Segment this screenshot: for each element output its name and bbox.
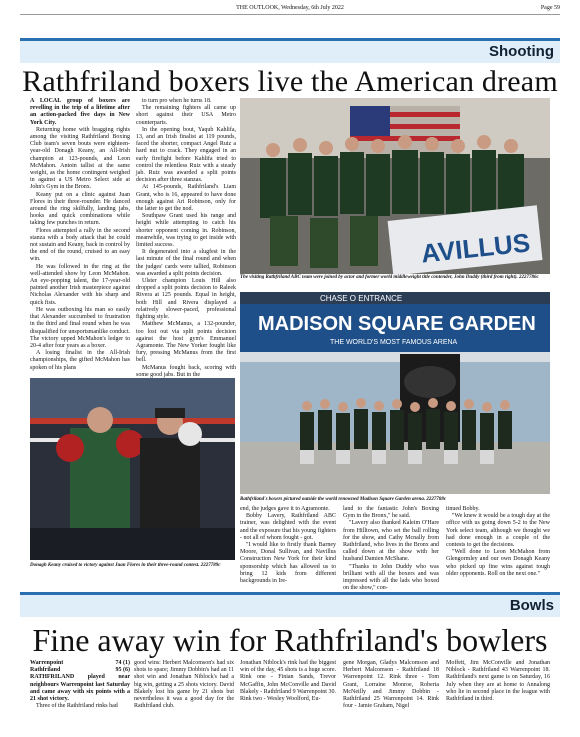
page-number: Page 59 (540, 5, 560, 11)
article-paragraph: Moffett, Jim McConville and Jonathan Niblock - Rathfriland 43 Warrenpoint 18. Rathfriland's next game is on Saturday, 16 July when they are at home to Annalong who lie in second place in the league with Rathfriland in third. (446, 660, 550, 703)
msg-banner-sub: THE WORLD'S MOST FAMOUS ARENA (330, 339, 458, 346)
photo-msg (240, 292, 550, 494)
article-headline: Fine away win for Rathfriland's bowlers (32, 622, 548, 658)
photo-boxers (30, 378, 235, 560)
team-score: 74 (1) (115, 660, 130, 666)
article-paragraph: to turn pro when he turns 18. (142, 98, 212, 104)
section-label: Shooting (489, 43, 554, 60)
bowls-column-5 (446, 660, 550, 732)
photo-caption: Rathfriland's boxers pictured outside the world renowned Madison Square Garden arena. 2227788c (240, 497, 447, 502)
article-paragraph: gene Morgan, Gladys Malcomson and Herbert Malcomson - Rathfriland 18 Warrenpoint 12. Rink three - Tom Grant, Lorraine Monroe, Roberta McNeilly and Jimmy Dobbin - Rathfriland 25 Warrenpoint 14. Rink four - Jamie Graham, Nigel (343, 660, 439, 710)
article-paragraph: Three of the Rathfriland rinks had (36, 703, 118, 710)
article-paragraph: end, the judges gave it to Agramonte. (240, 506, 330, 512)
article-paragraph: In the opening bout, Yaqub Kahlifa, 13, and an Irish finalist at 119 pounds, faced the shorter, compact Angel Ruiz a hard nut to crack. They engaged in an early firefight before Kahlifa tried to control the relentless Ruiz with a steady jab. Ruiz was awarded a split points decision after three stanzas. (136, 126, 236, 184)
article-paragraph: Bobby Lavery, Rathfriland ABC trainer, was delighted with the event and the exposure that his young fighters - not all of whom fought - got. (240, 513, 336, 541)
section-label: Bowls (509, 597, 554, 614)
section-band-bowls (20, 592, 560, 617)
msg-photo-image (240, 292, 550, 494)
article-paragraph: Southpaw Grant used his range and height while attempting to catch his shorter opponent coming in. Robinson, meanwhile, was trying to get inside with limited success. (136, 213, 236, 249)
article-paragraph: "We knew it would be a tough day at the office with us going down 5-2 to the New York select team, although we thought we had done enough in a couple of the contests to get the decisions. (446, 513, 550, 549)
bowls-column-2 (134, 660, 234, 732)
entrance-sign: CHASE O ENTRANCE (320, 294, 403, 303)
team-score: 95 (6) (115, 667, 130, 674)
article-paragraph: "Well done to Leon McMahon from Glengormley and our own Donagh Keany who picked up fine wins against tough older opponents. Roll on the next one." (446, 549, 550, 577)
team-name: Warrenpoint (30, 660, 64, 666)
article-paragraph: Jonathan Niblock's rink had the biggest win of the day, 45 shots is a huge score. Rink one - Finian Sands, Trevor McGaffin, John McConville and David Blakely - Rathfriland 9 Warrenpoint 30. Rink two - Wesley Woolford, Eu- (240, 660, 336, 703)
article-lead: A LOCAL group of boxers are revelling in the trip of a lifetime after an action-packed five days in New York City. (30, 98, 130, 126)
article-paragraph: At 145-pounds, Rathfriland's Liam Grant, who is 16, appeared to have done enough against Ari Robinson, only for the latter to get the nod. (136, 184, 236, 213)
section-band-shooting (20, 38, 560, 63)
article-paragraph: It degenerated into a slugfest in the last minute of the final round and when the judges' cards were tallied, Robinson was awarded a split points decision. (136, 249, 236, 277)
msg-banner-text: MADISON SQUARE GARDEN (258, 313, 536, 335)
article-headline: Rathfriland boxers live the American dream (22, 65, 558, 98)
flag-lettering: AVILLUS (419, 227, 532, 269)
article-paragraph: good wins: Herbert Malcomson's had six shots to spare; Jimmy Dobbin's had an 11 shot win and Jonathan Niblock's had a big win, getting a 25 shots victory. David Blakely lost his game by 21 shots but nevertheless it was a good day for the Rathfriland club. (134, 660, 234, 710)
article-paragraph: Ulster champion Louis Hill also dropped a split points decision to Raleek Rivera at 125 pounds. Equal in height, both Hill and Rivera displayed a relatively slower-paced, professional fighting style. (136, 278, 236, 321)
article-paragraph: land to the fantastic John's Boxing Gym in the Bronx," he said. (343, 506, 439, 520)
article-paragraph: He was followed in the ring at the well-attended show by Leon McMahon. An eye-popping talent, the 17-year-old painted another Irish masterpiece against Nicholas Alexander with his sharp and quick fists. (30, 263, 130, 306)
article-paragraph: Keany put on a clinic against Juan Flores in their three-rounder. He danced around the ring skilfully, landing jabs, hooks and quick combinations while taking few punches in return. (30, 191, 130, 227)
boxers-photo-image (30, 378, 235, 560)
bowls-column-4 (343, 660, 439, 732)
article-paragraph: Matthew McManus, a 132-pounder, too lost out via split points decision against the host gym's Emmanuel Agramonte. The New Yorker fought like fury, pressing McManus from the first bell. (136, 321, 236, 364)
photo-caption: The visiting Rathfriland ABC team were joined by actor and former world middleweight title contender, John Duddy (third from right). 2227786c (240, 275, 539, 280)
article-paragraph: A losing finalist in the All-Irish championships, the gifted McMahon has spoken of his plans (30, 350, 130, 371)
article-paragraph: "I would like to firstly thank Barney Moore, Donal Sullivan, and Navillus Construction New York for their kind sponsorship which has allowed us to bring 12 kids from different backgrounds in Ire- (240, 542, 336, 585)
article-column-3 (240, 506, 336, 586)
bowls-column-1 (30, 660, 130, 732)
article-paragraph: tinued Bobby. (446, 506, 480, 512)
article-paragraph: "Thanks to John Duddy who was brilliant with all the boxers and was impressed with all the lads who boxed on the show," con- (343, 563, 439, 592)
bowls-column-3 (240, 660, 336, 732)
article-paragraph: "Lavery also thanked Kaleim O'Hare from Hilltown, who set the ball rolling for the show, and Cathy Mcnally from Rathfriland, who lives in the Bronx and called down at the show with her husband Damien McShane. (343, 520, 439, 563)
team-name: Rathfriland (30, 667, 61, 674)
article-column-2 (136, 98, 236, 376)
team-photo-image (240, 98, 550, 274)
article-column-4 (343, 506, 439, 592)
article-column-1 (30, 98, 130, 376)
article-lead: RATHFRILAND played near neighbours Warrenpoint last Saturday and came away with six points with a 21 shot victory. (30, 674, 130, 703)
issue-date: THE OUTLOOK, Wednesday, 6th July 2022 (236, 5, 344, 11)
article-paragraph: The remaining fighters all came up short against their USA Metro counterparts. (136, 105, 236, 126)
article-paragraph: Returning home with bragging rights among the visiting Rathfriland Boxing Club team's seven bouts were eighteen-year-old Donagh Keany, an All-Irish champion at 123-pounds, and Leon McMahon. Antoin tallist at the same weight, as the home contingent weighed in against a US Metro Select side at John's Gym in the Bronx. (30, 126, 130, 191)
article-column-5 (446, 506, 550, 586)
photo-caption: Donagh Keany cruised to victory against Juan Flores in their three-round contest. 2227789c (30, 563, 221, 568)
photo-team-flag (240, 98, 550, 274)
score-line (30, 660, 130, 667)
article-paragraph: He was outboxing his man so easily that Alexander succumbed to frustration in the third and final round when he was disqualified for unsportsmanlike conduct. The victory upped McMahon's ledger to 20-4 after four years as a boxer. (30, 306, 130, 349)
page-header (20, 4, 560, 15)
article-paragraph: McManus fought back, scoring with some good jabs. But in the (136, 364, 236, 378)
article-paragraph: Flores attempted a rally in the second stanza with a body attack that he could not sustain and Keany, back in control by the end of the round, cruised to an easy win. (30, 227, 130, 263)
score-line (30, 667, 130, 674)
